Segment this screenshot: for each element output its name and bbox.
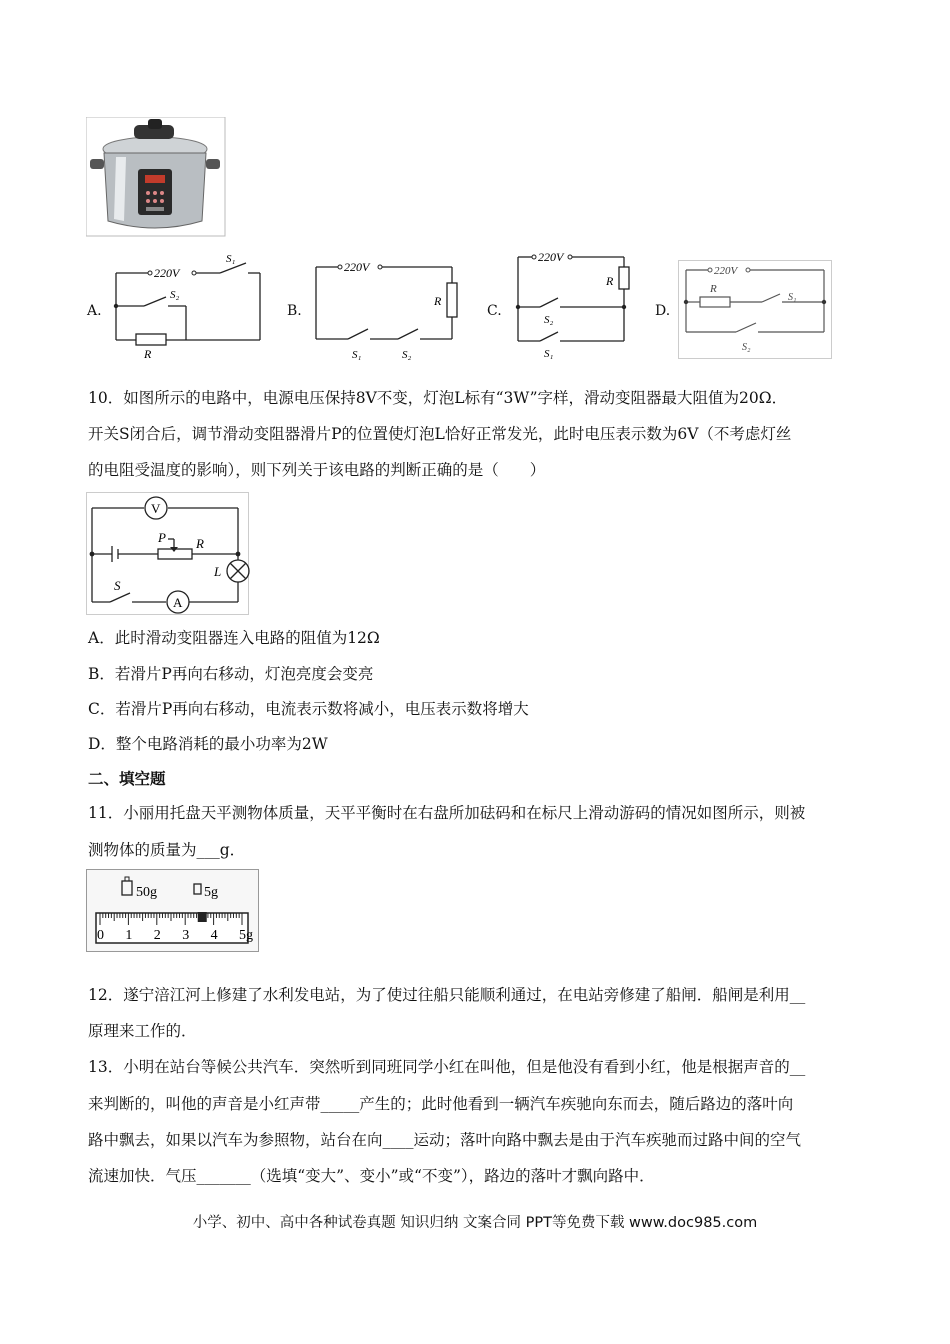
q9-b-voltage: 220V	[344, 260, 370, 274]
q9-circuit-a	[108, 248, 266, 363]
q10-text-line-2: 开关S闭合后，调节滑动变阻器滑片P的位置使灯泡L恰好正常发光，此时电压表示数为6V（不考虑灯丝	[88, 425, 792, 443]
q9-b-s2: S₂	[402, 349, 412, 361]
q12-text-line-2: 原理来工作的．	[88, 1022, 197, 1040]
q13-text-line-2: 来判断的，叫他的声音是小红声带_____产生的；此时他看到一辆汽车疾驰向东而去，随后路边的落叶向	[88, 1095, 794, 1113]
q10-text-line-1: 10．如图所示的电路中，电源电压保持8V不变，灯泡L标有“3W”字样，滑动变阻器最大阻值为20Ω．	[88, 389, 788, 407]
q9-c-r: R	[606, 274, 614, 288]
q10-slider-label: P	[158, 530, 166, 545]
scale-tick-label: 0	[97, 928, 104, 943]
page-footer: 小学、初中、高中各种试卷真题 知识归纳 文案合同 PPT等免费下载 www.doc985.com	[192, 1215, 758, 1231]
q13-text-line-3: 路中飘去，如果以汽车为参照物，站台在向____运动；落叶向路中飘去是由于汽车疾驰而过路中间的空气	[88, 1131, 802, 1149]
q9-circuit-c	[510, 245, 632, 363]
q9-option-b-label: B.	[287, 303, 302, 319]
q10-voltmeter-label: V	[151, 501, 161, 516]
scale-tick-label: 4	[210, 928, 218, 943]
q11-rider	[198, 912, 207, 922]
pressure-cooker-image	[86, 117, 226, 237]
q9-circuit-d	[678, 260, 834, 360]
scale-tick-label: 2	[153, 928, 161, 943]
q10-option-c: C．若滑片P再向右移动，电流表示数将减小，电压表示数将增大	[88, 700, 529, 718]
q10-circuit-diagram	[86, 492, 250, 616]
q10-lamp-label: L	[214, 564, 222, 579]
q9-a-voltage: 220V	[154, 266, 180, 280]
q9-a-r: R	[144, 347, 152, 361]
scale-tick-label: 1	[125, 928, 133, 943]
q10-option-b: B．若滑片P再向右移动，灯泡亮度会变亮	[88, 665, 374, 683]
q9-option-a-label: A.	[87, 303, 102, 319]
q9-c-s2: S₂	[544, 314, 554, 326]
q10-option-a: A．此时滑动变阻器连入电路的阻值为12Ω	[88, 629, 380, 647]
q9-a-s2: S₂	[170, 289, 180, 301]
q9-b-r: R	[434, 294, 442, 308]
q9-d-s1: S₁	[788, 292, 797, 303]
scale-tick-label: 3	[182, 928, 190, 943]
q9-a-s1: S₁	[226, 253, 236, 265]
q9-c-voltage: 220V	[538, 250, 564, 264]
q10-switch-label: S	[114, 578, 121, 593]
q11-weight-50g: 50g	[136, 885, 157, 900]
q9-b-s1: S₁	[352, 349, 362, 361]
q9-d-s2: S₂	[742, 342, 751, 353]
q9-c-s1: S₁	[544, 348, 554, 360]
q9-option-c-label: C.	[487, 303, 502, 319]
q10-text-line-3: 的电阻受温度的影响），则下列关于该电路的判断正确的是（ ）	[88, 461, 546, 479]
q13-text-line-4: 流速加快．气压_______（选填“变大”、变小”或“不变”），路边的落叶才飘向路中．	[88, 1167, 655, 1185]
q10-ammeter-label: A	[173, 595, 183, 610]
q11-weight-5g: 5g	[204, 885, 218, 900]
q9-d-r: R	[710, 283, 717, 295]
q12-text-line-1: 12．遂宁涪江河上修建了水利发电站，为了使过往船只能顺利通过，在电站旁修建了船闸．船闸是利用__	[88, 986, 806, 1004]
q9-d-voltage: 220V	[714, 265, 738, 277]
q10-option-d: D．整个电路消耗的最小功率为2W	[88, 735, 328, 753]
q13-text-line-1: 13．小明在站台等候公共汽车．突然听到同班同学小红在叫他，但是他没有看到小红，他是根据声音的__	[88, 1058, 806, 1076]
q10-resistor-label: R	[196, 536, 204, 551]
q9-option-d-label: D.	[655, 303, 671, 319]
section-title: 二、填空题	[88, 770, 166, 788]
scale-tick-label: 5g	[239, 928, 253, 943]
q9-circuit-b	[310, 255, 462, 363]
q11-balance-scale-image	[86, 869, 260, 953]
q11-text-line-1: 11．小丽用托盘天平测物体质量，天平平衡时在右盘所加砝码和在标尺上滑动游码的情况如图所示，则被	[88, 804, 806, 822]
q11-text-line-2: 测物体的质量为___g．	[88, 841, 246, 859]
